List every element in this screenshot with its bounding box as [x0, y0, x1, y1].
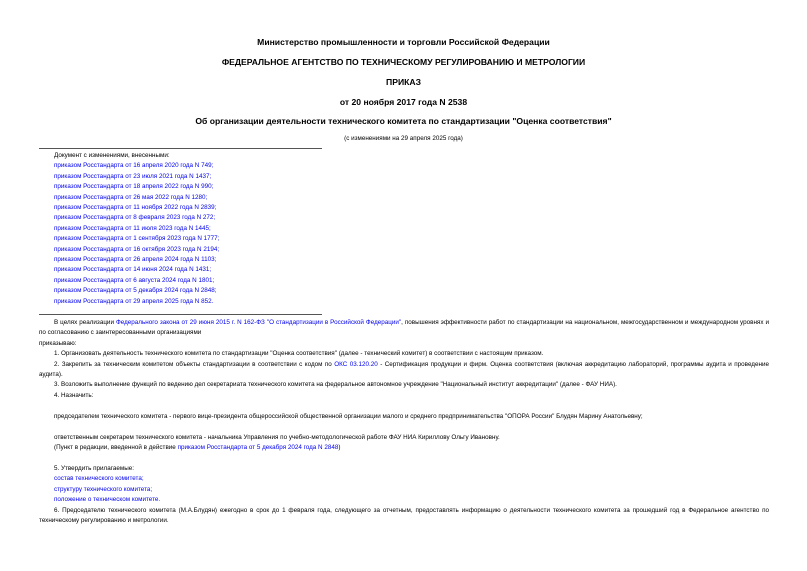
item-4-note: [39, 443, 769, 453]
amendment-link[interactable]: приказом Росстандарта от 11 июля 2023 года N 1445;: [54, 224, 211, 232]
amendments-bottom-divider: [39, 314, 322, 315]
document-type: ПРИКАЗ: [386, 77, 421, 87]
amendment-link[interactable]: приказом Росстандарта от 18 апреля 2022 года N 990;: [54, 183, 214, 191]
item-4-chair: председателем технического комитета - первого вице-президента общероссийской общественной организации малого и среднего предпринимательства "ОПОРА России" Блудян Марину Анатольевну;: [54, 413, 643, 420]
item-4-secretary-block: [39, 433, 769, 454]
amendment-link[interactable]: приказом Росстандарта от 26 мая 2022 года N 1280;: [54, 193, 208, 201]
composition-link[interactable]: состав технического комитета;: [54, 475, 144, 483]
item-2: [39, 360, 769, 381]
amendments-top-divider: [39, 148, 322, 149]
federal-law-link[interactable]: Федерального закона от 29 июня 2015 г. N 162-ФЗ "О стандартизации в Российской Федерации": [115, 319, 402, 326]
item-4-note-start: (Пункт в редакции, введенной в действие: [54, 444, 178, 452]
structure-link[interactable]: структуру технического комитета;: [54, 485, 153, 493]
item-5-block: [39, 464, 769, 526]
preamble-start: В целях реализации: [54, 319, 116, 326]
amendments-intro: Документ с изменениями, внесенными:: [54, 152, 170, 159]
item-6: 6. Председателю технического комитета (М.А.Блудян) ежегодно в срок до 1 февраля года, следующего за отчетным, предоставлять информацию о деятельности технического комитета за прошедший год в Федеральное агентство по техническому регулированию и метрологии.: [39, 506, 769, 525]
amendment-link[interactable]: приказом Росстандарта от 16 октября 2023 года N 2194;: [54, 245, 220, 253]
amendment-link[interactable]: приказом Росстандарта от 1 сентября 2023 года N 1777;: [54, 235, 220, 243]
order-body: [39, 318, 769, 401]
ministry-name: Министерство промышленности и торговли Российской Федерации: [257, 37, 550, 47]
amendment-link[interactable]: приказом Росстандарта от 23 июля 2021 года N 1437;: [54, 172, 212, 180]
amendments-list: [54, 151, 354, 307]
item-3: 3. Возложить выполнение функций по ведению дел секретариата технического комитета на федеральное автономное учреждение "Национальный институт аккредитации" (далее - ФАУ НИА).: [54, 381, 617, 389]
preamble-end: , повышения эффективности работ по стандартизации на национальном, межгосударственном и международном уровнях и по согласованию с заинтересованными организациями: [39, 319, 769, 337]
document-title: Об организации деятельности технического комитета по стандартизации "Оценка соответствия": [195, 116, 612, 126]
regulation-link[interactable]: положение о техническом комитете.: [54, 496, 161, 504]
amendment-link[interactable]: приказом Росстандарта от 26 апреля 2024 года N 1103;: [54, 256, 217, 264]
agency-name: ФЕДЕРАЛЬНОЕ АГЕНТСТВО ПО ТЕХНИЧЕСКОМУ РЕГУЛИРОВАНИЮ И МЕТРОЛОГИИ: [221, 57, 586, 67]
item-1: 1. Организовать деятельность технического комитета по стандартизации "Оценка соответствия" (далее - технический комитет) в соответствии с настоящим приказом.: [54, 350, 544, 358]
document-date: от 20 ноября 2017 года N 2538: [339, 97, 468, 107]
amendment-link[interactable]: приказом Росстандарта от 6 августа 2024 года N 1801;: [54, 276, 215, 284]
amendment-link[interactable]: приказом Росстандарта от 16 апреля 2020 года N 749;: [54, 162, 214, 170]
item-4-note-link[interactable]: приказом Росстандарта от 5 декабря 2024 года N 2848: [177, 444, 339, 452]
item-4-note-end: ): [338, 444, 341, 452]
item-5: 5. Утвердить прилагаемые:: [54, 465, 134, 472]
amendment-link[interactable]: приказом Росстандарта от 11 ноября 2022 года N 2839;: [54, 204, 217, 212]
preamble: [39, 318, 769, 339]
oks-code-link[interactable]: ОКС 03.120.20: [334, 360, 378, 368]
amendment-link[interactable]: приказом Росстандарта от 29 апреля 2025 года N 852.: [54, 297, 214, 305]
amendment-link[interactable]: приказом Росстандарта от 5 декабря 2024 года N 2848;: [54, 287, 217, 295]
item-4: 4. Назначить:: [54, 391, 94, 399]
item-2-end: - Сертификация продукции и фирм. Оценка соответствия (включая аккредитацию лабораторий, программы аудита и проведение аудита).: [39, 360, 769, 379]
amendment-link[interactable]: приказом Росстандарта от 8 февраля 2023 года N 272;: [54, 214, 216, 222]
item-4-secretary: ответственным секретарем технического комитета - начальника Управления по учебно-методологической работе ФАУ НИА Кириллову Ольгу Ивановну.: [54, 434, 500, 441]
item-2-start: 2. Закрепить за техническим комитетом объекты стандартизации в соответствии с кодом по: [54, 360, 335, 368]
item-4-chair-block: [39, 412, 769, 422]
amendment-link[interactable]: приказом Росстандарта от 14 июня 2024 года N 1431;: [54, 266, 212, 274]
revision-note: (с изменениями на 29 апреля 2025 года): [344, 135, 463, 142]
order-word: приказываю:: [39, 339, 77, 347]
